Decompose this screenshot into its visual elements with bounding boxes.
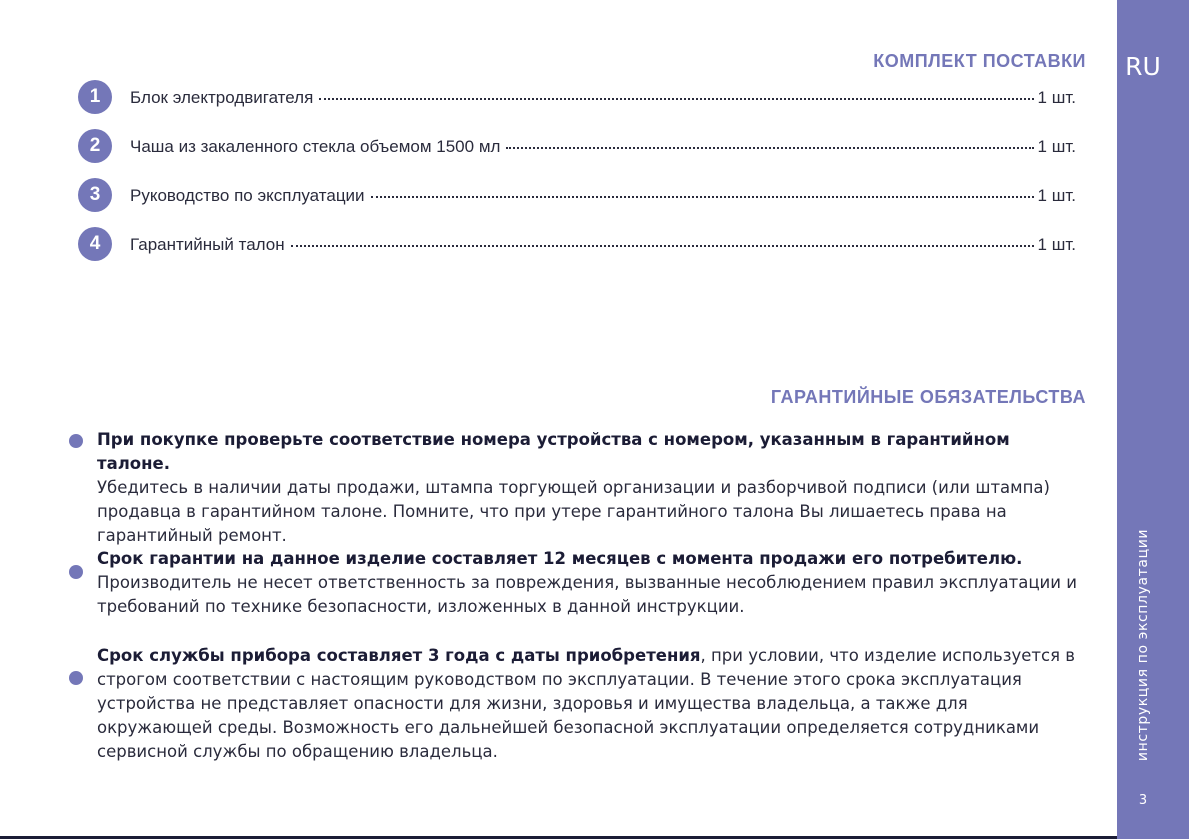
bullet-dot [69, 434, 83, 448]
dot-leader [319, 98, 1033, 100]
package-item [78, 129, 1076, 163]
dot-leader [506, 147, 1033, 149]
warranty-title: ГАРАНТИЙНЫЕ ОБЯЗАТЕЛЬСТВА [770, 387, 1086, 407]
package-item [78, 178, 1076, 212]
item-quantity: 1 шт. [1037, 137, 1076, 156]
warranty-paragraph [97, 547, 1087, 619]
paragraph-lead: При покупке проверьте соответствие номера устройства с номером, указанным в гарантийном талоне. [97, 430, 1010, 473]
package-title: КОМПЛЕКТ ПОСТАВКИ [873, 51, 1086, 71]
bullet-dot [69, 671, 83, 685]
item-number-badge: 2 [78, 129, 112, 163]
paragraph-body: , при условии, что изделие используется в строгом соответствии с настоящим руководством по эксплуатации. В течение этого срока эксплуатация устройства не представляет опасности для жизни, здоровья и имущества владельца, а также для окружающей среды. Возможность его дальнейшей безопасной эксплуатации определяется сотрудниками сервисной службы по обращению владельца. [97, 646, 1075, 761]
paragraph-body: Производитель не несет ответственность за повреждения, вызванные несоблюдением правил эксплуатации и требований по технике безопасности, изложенных в данной инструкции. [97, 573, 1077, 616]
item-line [130, 186, 1076, 206]
item-label: Чаша из закаленного стекла объемом 1500 мл [130, 137, 501, 156]
page-number: 3 [1138, 793, 1148, 808]
item-line [130, 137, 1076, 157]
item-label: Руководство по эксплуатации [130, 186, 365, 205]
item-label: Блок электродвигателя [130, 88, 314, 107]
package-item [78, 227, 1076, 261]
warranty-paragraph [97, 428, 1087, 548]
item-label: Гарантийный талон [130, 235, 285, 254]
package-list [78, 80, 1076, 276]
item-number-badge: 1 [78, 80, 112, 114]
item-quantity: 1 шт. [1037, 88, 1076, 107]
package-item [78, 80, 1076, 114]
vertical-caption: инструкция по эксплуатации [1135, 528, 1151, 762]
item-number-badge: 4 [78, 227, 112, 261]
dot-leader [371, 196, 1034, 198]
warranty-paragraph [97, 644, 1087, 764]
language-label: RU [1125, 52, 1161, 81]
item-line [130, 235, 1076, 255]
item-number-badge: 3 [78, 178, 112, 212]
dot-leader [291, 245, 1034, 247]
vertical-caption-wrap [1131, 525, 1155, 765]
item-quantity: 1 шт. [1037, 186, 1076, 205]
item-line [130, 88, 1076, 108]
paragraph-lead: Срок службы прибора составляет 3 года с даты приобретения [97, 646, 701, 665]
item-quantity: 1 шт. [1037, 235, 1076, 254]
paragraph-lead: Срок гарантии на данное изделие составляет 12 месяцев с момента продажи его потребителю. [97, 549, 1023, 568]
paragraph-body: Убедитесь в наличии даты продажи, штампа торгующей организации и разборчивой подписи (или штампа) продавца в гарантийном талоне. Помните, что при утере гарантийного талона Вы лишаетесь права на гарантийный ремонт. [97, 478, 1050, 545]
bullet-dot [69, 565, 83, 579]
